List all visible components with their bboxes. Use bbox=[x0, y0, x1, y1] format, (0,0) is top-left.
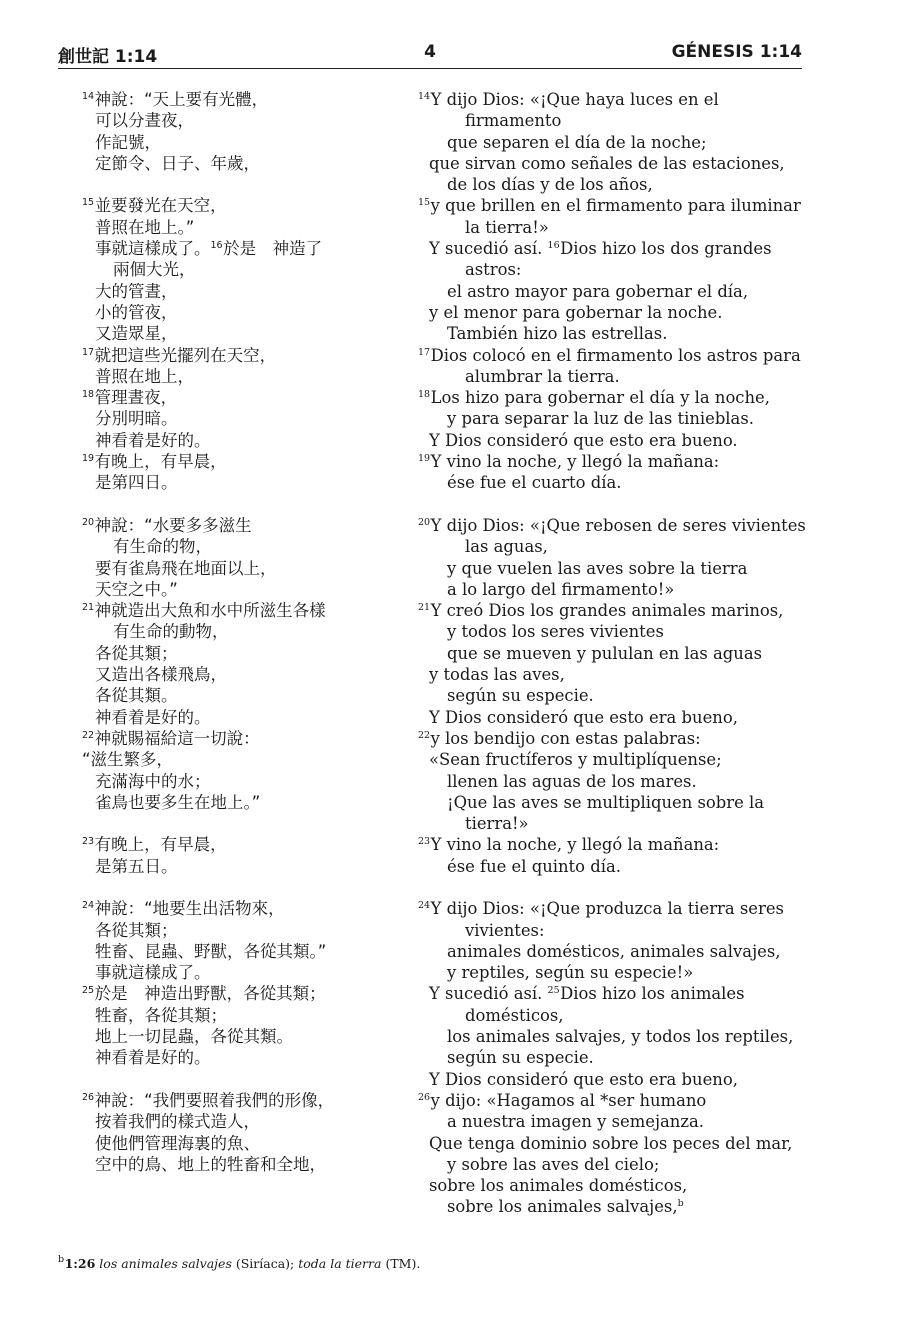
verse-line: Que tenga dominio sobre los peces del mar, bbox=[429, 1133, 793, 1153]
verse-number: 14 bbox=[418, 91, 431, 102]
header-rule bbox=[58, 68, 802, 69]
page-number: 4 bbox=[424, 42, 436, 62]
verse-line: 事就這樣成了。$^{16}$於是 神造了 bbox=[95, 239, 323, 259]
verse-number: 18 bbox=[418, 389, 431, 401]
verse-line: 神看着是好的。 bbox=[95, 707, 211, 727]
verse-line: alumbrar la tierra. bbox=[465, 366, 620, 386]
verse-number: 26 bbox=[82, 1091, 95, 1103]
verse-line: ése fue el quinto día. bbox=[447, 856, 621, 876]
verse-line: $^{20}$神說：“水要多多滋生 bbox=[82, 515, 252, 535]
verse-line: 又造眾星， bbox=[95, 324, 178, 344]
verse-line: animales domésticos, animales salvajes, bbox=[447, 941, 781, 961]
verse-line: $^{15}$y que brillen en el firmamento para iluminar bbox=[418, 196, 801, 216]
verse-line: $^{22}$神就賜福給這一切說： bbox=[82, 728, 260, 748]
verse-line: y sobre las aves del cielo; bbox=[447, 1154, 660, 1174]
verse-number: 15 bbox=[82, 197, 95, 209]
verse-number: 24 bbox=[82, 900, 95, 912]
verse-line: que se mueven y pululan en las aguas bbox=[447, 643, 763, 663]
verse-line: 有生命的動物， bbox=[113, 622, 229, 642]
verse-line: de los días y de los años, bbox=[447, 175, 653, 195]
verse-number: 17 bbox=[418, 346, 431, 358]
verse-line: Y sucedió así. $^{16}$Dios hizo los dos grandes bbox=[429, 239, 772, 259]
verse-number: 21 bbox=[82, 602, 95, 614]
verse-line: 雀鳥也要多生在地上。” bbox=[95, 792, 261, 812]
verse-line: 有生命的物， bbox=[113, 537, 212, 557]
footnote-marker: b bbox=[677, 1198, 684, 1210]
verse-line: Y Dios consideró que esto era bueno, bbox=[429, 707, 738, 727]
verse-number: 14 bbox=[82, 91, 95, 102]
verse-line: 小的管夜， bbox=[95, 302, 178, 322]
verse-line: 大的管晝， bbox=[95, 281, 178, 301]
verse-line: que separen el día de la noche; bbox=[447, 132, 707, 152]
verse-line: 天空之中。” bbox=[95, 579, 178, 599]
verse-line: 是第四日。 bbox=[95, 473, 178, 493]
verse-line: y reptiles, según su especie!» bbox=[447, 963, 694, 983]
verse-number: 22 bbox=[82, 729, 95, 741]
verse-line: las aguas, bbox=[465, 537, 548, 557]
verse-line: $^{22}$y los bendijo con estas palabras: bbox=[418, 728, 701, 748]
verse-line: ése fue el cuarto día. bbox=[447, 473, 622, 493]
verse-line: 神看着是好的。 bbox=[95, 430, 211, 450]
verse-number: 23 bbox=[418, 836, 431, 848]
verse-line: 各從其類； bbox=[95, 920, 178, 940]
verse-line: según su especie. bbox=[447, 1048, 594, 1068]
verse-line: el astro mayor para gobernar el día, bbox=[447, 281, 749, 301]
verse-line: y todas las aves, bbox=[429, 665, 565, 685]
chinese-text-column bbox=[82, 89, 402, 1175]
verse-number: 16 bbox=[210, 240, 223, 252]
verse-line: 充滿海中的水； bbox=[95, 771, 211, 791]
verse-line: “滋生繁多， bbox=[82, 750, 174, 770]
header-spanish-reference: GÉNESIS 1:14 bbox=[671, 42, 802, 62]
verse-line: $^{17}$Dios colocó en el firmamento los astros para bbox=[418, 345, 801, 365]
verse-line: $^{26}$神說：“我們要照着我們的形像， bbox=[82, 1090, 335, 1110]
verse-line: $^{18}$管理晝夜， bbox=[82, 388, 178, 408]
verse-line: 使他們管理海裏的魚、 bbox=[95, 1133, 260, 1153]
verse-line: $^{25}$於是 神造出野獸，各從其類； bbox=[82, 984, 326, 1004]
verse-line: $^{23}$Y vino la noche, y llegó la mañana: bbox=[418, 835, 720, 855]
verse-line: firmamento bbox=[465, 111, 562, 131]
verse-number: 21 bbox=[418, 602, 431, 614]
verse-line: 按着我們的樣式造人， bbox=[95, 1112, 260, 1132]
verse-number: 25 bbox=[82, 985, 95, 997]
verse-line: 普照在地上， bbox=[95, 366, 194, 386]
verse-line: $^{24}$神說：“地要生出活物來， bbox=[82, 899, 285, 919]
verse-number: 25 bbox=[547, 985, 560, 997]
verse-line: ¡Que las aves se multipliquen sobre la bbox=[447, 792, 764, 812]
verse-number: 20 bbox=[82, 516, 95, 528]
verse-line: 是第五日。 bbox=[95, 856, 178, 876]
verse-line: 地上一切昆蟲，各從其類。 bbox=[95, 1027, 293, 1047]
verse-line: sobre los animales salvajes,$^b$ bbox=[447, 1197, 684, 1217]
verse-line: astros: bbox=[465, 260, 522, 280]
page-header bbox=[58, 38, 802, 68]
header-chinese-reference: 創世記 1:14 bbox=[58, 47, 158, 67]
footnote: $^b$1:26 los animales salvajes (Siríaca); toda la tierra (TM). bbox=[58, 1254, 421, 1271]
verse-line: $^{24}$Y dijo Dios: «¡Que produzca la tierra seres bbox=[418, 899, 784, 919]
verse-line: los animales salvajes, y todos los reptiles, bbox=[447, 1027, 794, 1047]
verse-line: 可以分晝夜， bbox=[95, 111, 194, 131]
verse-line: a lo largo del firmamento!» bbox=[447, 579, 675, 599]
verse-line: 要有雀鳥飛在地面以上， bbox=[95, 558, 277, 578]
verse-line: 兩個大光， bbox=[113, 260, 196, 280]
verse-number: 18 bbox=[82, 389, 95, 401]
verse-line: $^{19}$Y vino la noche, y llegó la mañana: bbox=[418, 452, 720, 472]
verse-line: 定節令、日子、年歲， bbox=[95, 153, 260, 173]
verse-line: $^{17}$就把這些光擺列在天空， bbox=[82, 345, 277, 365]
verse-line: $^{18}$Los hizo para gobernar el día y la noche, bbox=[418, 388, 770, 408]
verse-line: y para separar la luz de las tinieblas. bbox=[447, 409, 754, 429]
verse-line: 牲畜、昆蟲、野獸，各從其類。” bbox=[95, 941, 327, 961]
verse-line: Y sucedió así. $^{25}$Dios hizo los animales bbox=[429, 984, 745, 1004]
verse-line: 普照在地上。” bbox=[95, 217, 195, 237]
verse-line: 牲畜，各從其類； bbox=[95, 1005, 227, 1025]
verse-line: vivientes: bbox=[465, 920, 545, 940]
verse-number: 20 bbox=[418, 516, 431, 528]
verse-line: $^{21}$神就造出大魚和水中所滋生各樣 bbox=[82, 601, 326, 621]
verse-line: 各從其類。 bbox=[95, 686, 178, 706]
verse-number: 19 bbox=[82, 453, 95, 465]
spanish-text-column bbox=[418, 89, 818, 1218]
verse-line: según su especie. bbox=[447, 686, 594, 706]
verse-line: 又造出各樣飛鳥， bbox=[95, 665, 227, 685]
verse-line: domésticos, bbox=[465, 1005, 564, 1025]
verse-line: que sirvan como señales de las estaciones, bbox=[429, 153, 785, 173]
verse-line: y que vuelen las aves sobre la tierra bbox=[447, 558, 748, 578]
footnote-marker: b bbox=[58, 1254, 65, 1265]
verse-line: y el menor para gobernar la noche. bbox=[429, 302, 723, 322]
verse-line: $^{21}$Y creó Dios los grandes animales marinos, bbox=[418, 601, 784, 621]
verse-line: También hizo las estrellas. bbox=[447, 324, 668, 344]
verse-line: tierra!» bbox=[465, 814, 529, 834]
verse-number: 26 bbox=[418, 1091, 431, 1103]
verse-line: 各從其類； bbox=[95, 643, 178, 663]
verse-line: llenen las aguas de los mares. bbox=[447, 771, 697, 791]
verse-line: Y Dios consideró que esto era bueno. bbox=[429, 430, 738, 450]
verse-number: 22 bbox=[418, 729, 431, 741]
verse-line: Y Dios consideró que esto era bueno, bbox=[429, 1069, 738, 1089]
verse-line: $^{15}$並要發光在天空， bbox=[82, 196, 227, 216]
verse-number: 16 bbox=[547, 240, 560, 252]
verse-line: $^{26}$y dijo: «Hagamos al *ser humano bbox=[418, 1090, 707, 1110]
verse-number: 24 bbox=[418, 900, 431, 912]
verse-line: 事就這樣成了。 bbox=[95, 963, 211, 983]
verse-line: 神看着是好的。 bbox=[95, 1048, 211, 1068]
verse-number: 23 bbox=[82, 836, 95, 848]
verse-number: 19 bbox=[418, 453, 431, 465]
verse-line: la tierra!» bbox=[465, 217, 549, 237]
verse-line: y todos los seres vivientes bbox=[447, 622, 664, 642]
verse-line: a nuestra imagen y semejanza. bbox=[447, 1112, 704, 1132]
verse-line: $^{14}$神說：“天上要有光體， bbox=[82, 90, 269, 109]
verse-line: $^{14}$Y dijo Dios: «¡Que haya luces en el bbox=[418, 90, 719, 109]
verse-line: $^{20}$Y dijo Dios: «¡Que rebosen de seres vivientes bbox=[418, 515, 806, 535]
verse-line: «Sean fructíferos y multiplíquense; bbox=[429, 750, 722, 770]
verse-line: 分別明暗。 bbox=[95, 409, 178, 429]
verse-number: 17 bbox=[82, 346, 95, 358]
verse-number: 15 bbox=[418, 197, 431, 209]
footnote-reference: 1:26 bbox=[64, 1256, 96, 1271]
verse-line: $^{23}$有晚上，有早晨， bbox=[82, 835, 227, 855]
verse-line: sobre los animales domésticos, bbox=[429, 1176, 688, 1196]
verse-line: 作記號， bbox=[95, 132, 161, 152]
verse-line: 空中的鳥、地上的牲畜和全地， bbox=[95, 1154, 326, 1174]
verse-line: $^{19}$有晚上，有早晨， bbox=[82, 452, 227, 472]
